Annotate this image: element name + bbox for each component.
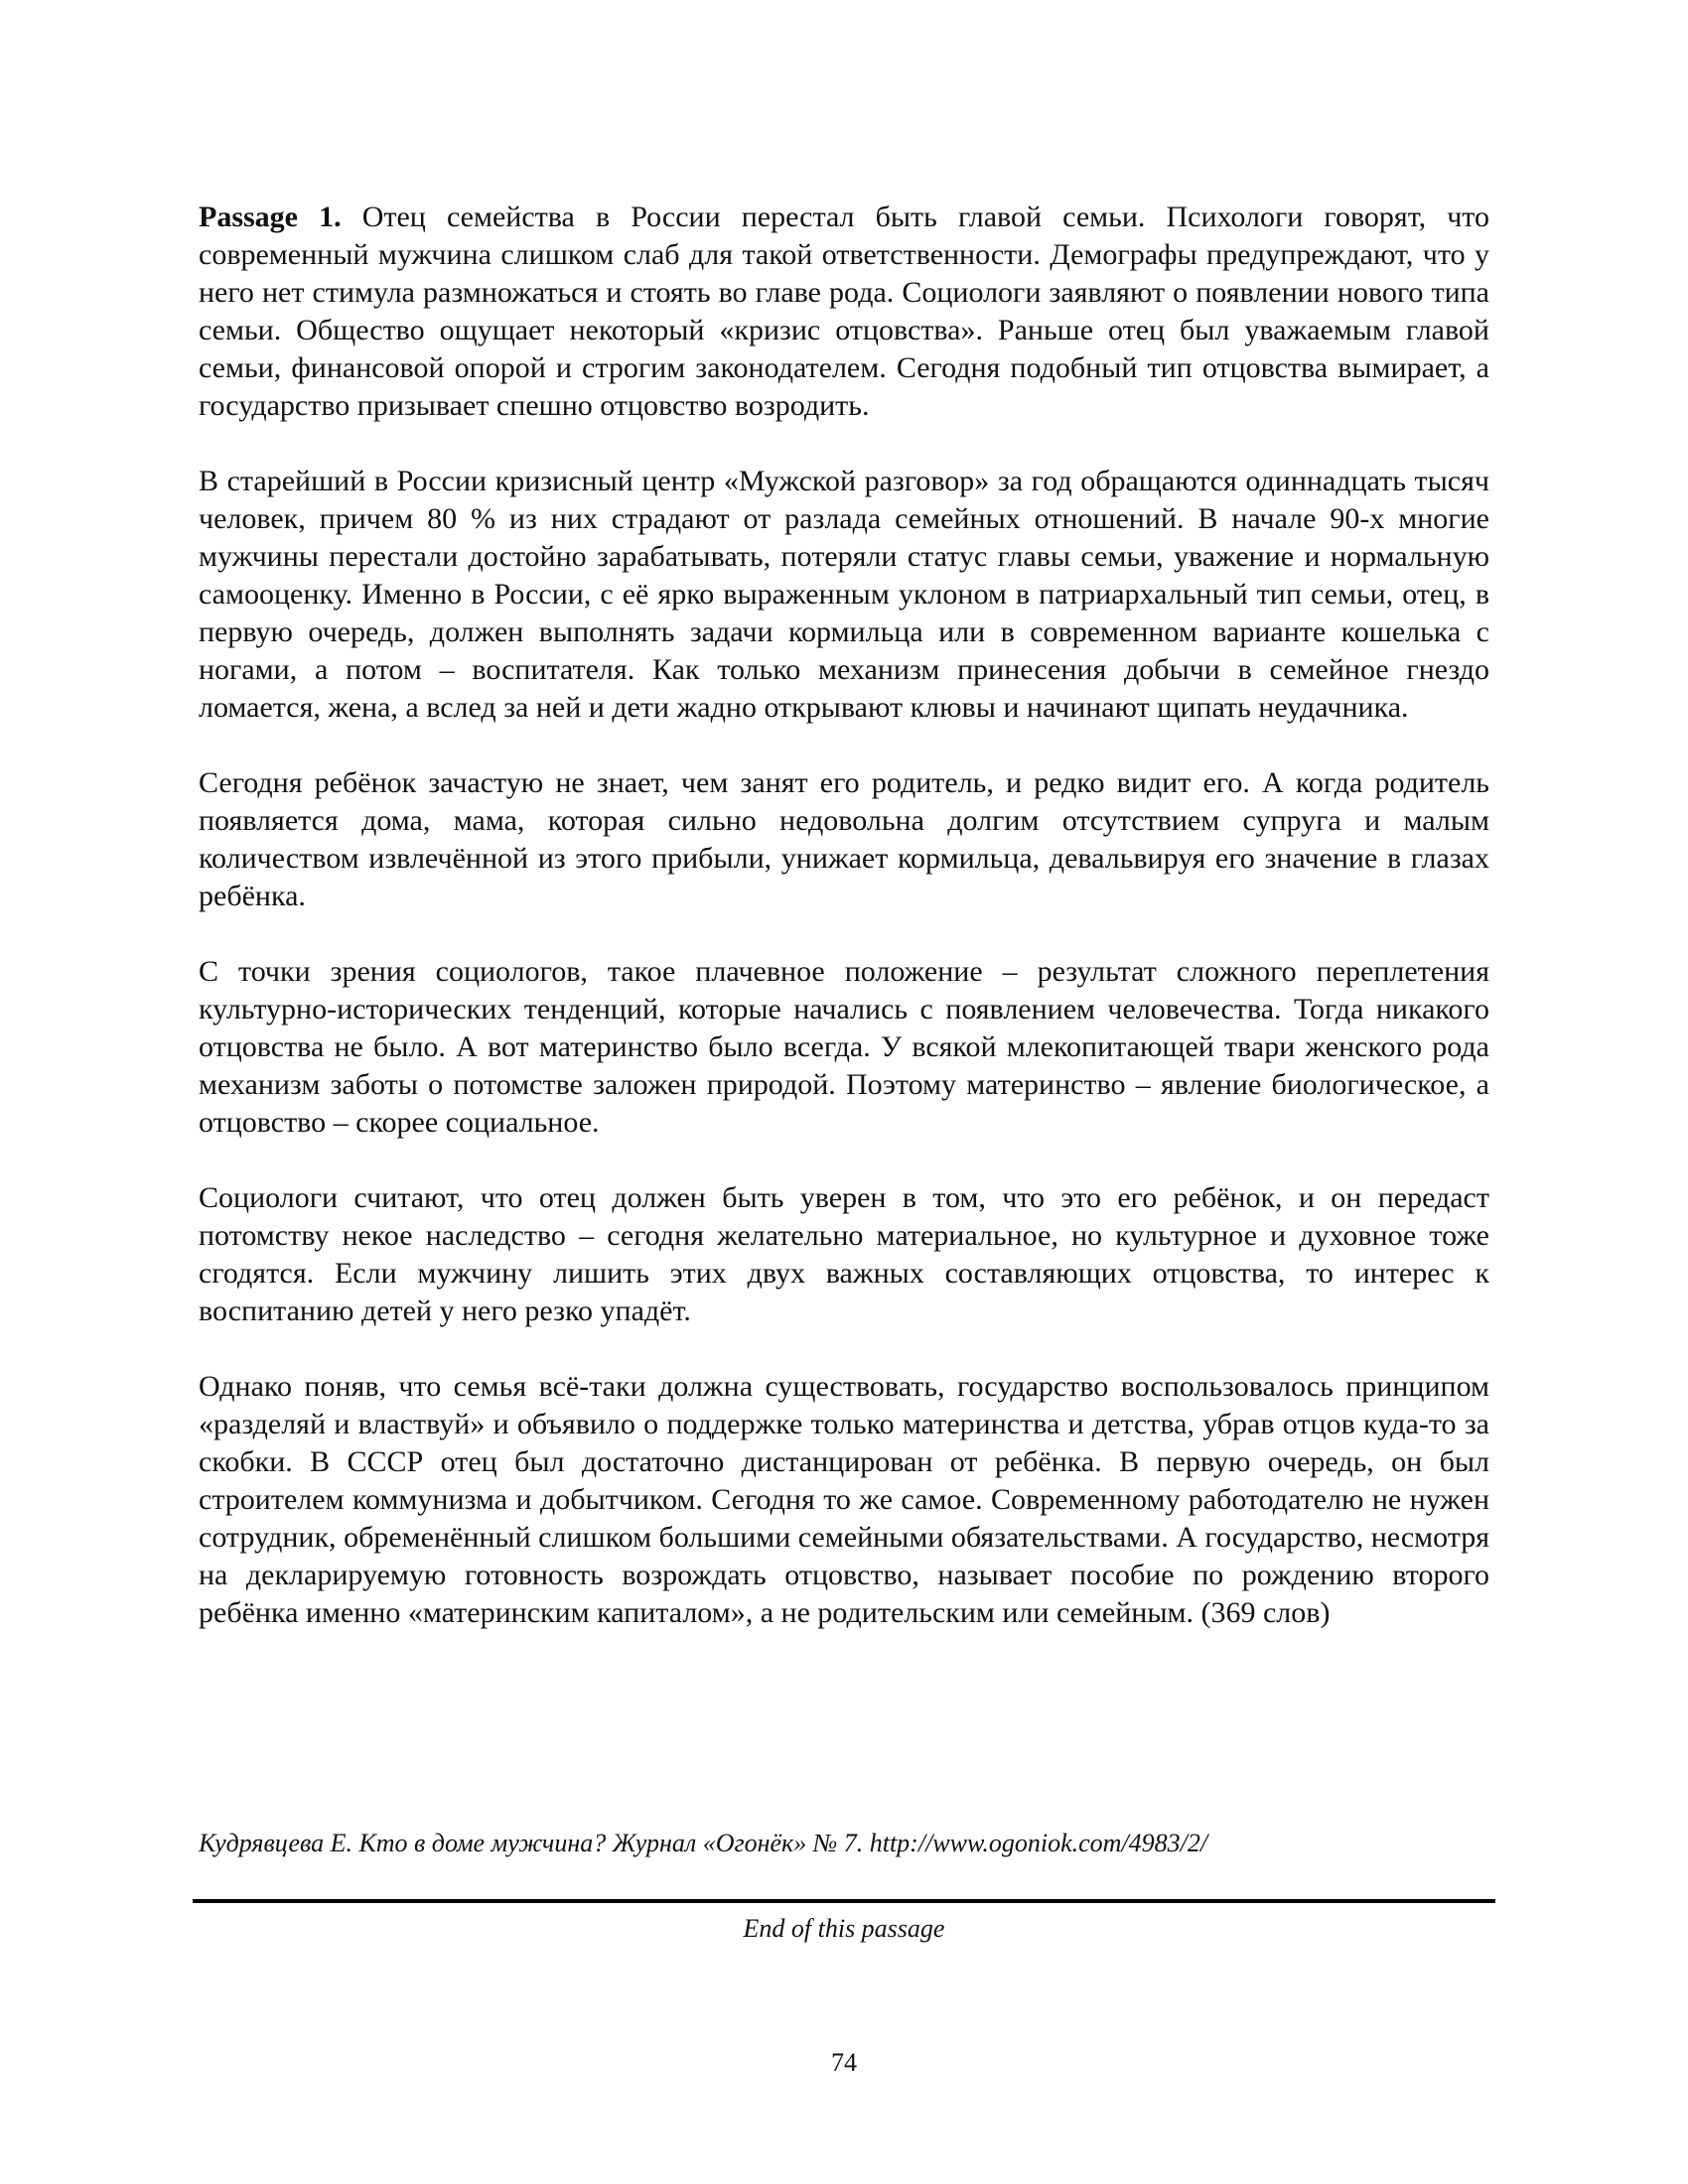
passage-intro-paragraph: [199, 199, 1489, 425]
passage-paragraph-state: Однако поняв, что семья всё-таки должна существовать, государство воспользовалось принципом «разделяй и властвуй» и объявило о поддержке только материнства и детства, убрав отцов куда-то за скобки. В СССР отец был достаточно дистанцирован от ребёнка. В первую очередь, он был строителем коммунизма и добытчиком. Сегодня то же самое. Современному работодателю не нужен сотрудник, обременённый слишком большими семейными обязательствами. А государство, несмотря на декларируемую готовность возрождать отцовство, называет пособие по рождению второго ребёнка именно «материнским капиталом», а не родительским или семейным. (369 слов): [199, 1370, 1489, 1629]
end-divider: [193, 1899, 1495, 1903]
document-page: [199, 199, 1489, 1943]
passage-paragraph-sociologists-view: С точки зрения социологов, такое плачевное положение – результат сложного переплетения культурно-исторических тенденций, которые начались с появлением человечества. Тогда никакого отцовства не было. А вот материнство было всегда. У всякой млекопитающей твари женского рода механизм заботы о потомстве заложен природой. Поэтому материнство – явление биологическое, а отцовство – скорее социальное.: [199, 955, 1489, 1139]
page-number: 74: [831, 2048, 857, 2077]
passage-paragraph-inheritance: Социологи считают, что отец должен быть уверен в том, что это его ребёнок, и он передаст потомству некое наследство – сегодня желательно материальное, но культурное и духовное тоже сгодятся. Если мужчину лишить этих двух важных составляющих отцовства, то интерес к воспитанию детей у него резко упадёт.: [199, 1181, 1489, 1327]
end-of-passage-note: End of this passage: [743, 1914, 945, 1943]
passage-paragraph-child: Сегодня ребёнок зачастую не знает, чем занят его родитель, и редко видит его. А когда родитель появляется дома, мама, которая сильно недовольна долгим отсутствием супруга и малым количеством извлечённой из этого прибыли, унижает кормильца, девальвируя его значение в глазах ребёнка.: [199, 766, 1489, 912]
source-citation: Кудрявцева Е. Кто в доме мужчина? Журнал «Огонёк» № 7. http://www.ogoniok.com/4983/2/: [199, 1829, 1208, 1857]
passage-paragraph-crisis-center: В старейший в России кризисный центр «Мужской разговор» за год обращаются одиннадцать тысяч человек, причем 80 % из них страдают от разлада семейных отношений. В начале 90-х многие мужчины перестали достойно зарабатывать, потеряли статус главы семьи, уважение и нормальную самооценку. Именно в России, с её ярко выраженным уклоном в патриархальный тип семьи, отец, в первую очередь, должен выполнять задачи кормильца или в современном варианте кошелька с ногами, а потом – воспитателя. Как только механизм принесения добычи в семейное гнездо ломается, жена, а вслед за ней и дети жадно открывают клювы и начинают щипать неудачника.: [199, 465, 1489, 724]
passage-label: Passage 1.: [199, 201, 342, 233]
passage-intro-text: Отец семейства в России перестал быть главой семьи. Психологи говорят, что современный мужчина слишком слаб для такой ответственности. Демографы предупреждают, что у него нет стимула размножаться и стоять во главе рода. Социологи заявляют о появлении нового типа семьи. Общество ощущает некоторый «кризис отцовства». Раньше отец был уважаемым главой семьи, финансовой опорой и строгим законодателем. Сегодня подобный тип отцовства вымирает, а государство призывает спешно отцовство возродить.: [199, 201, 1489, 422]
